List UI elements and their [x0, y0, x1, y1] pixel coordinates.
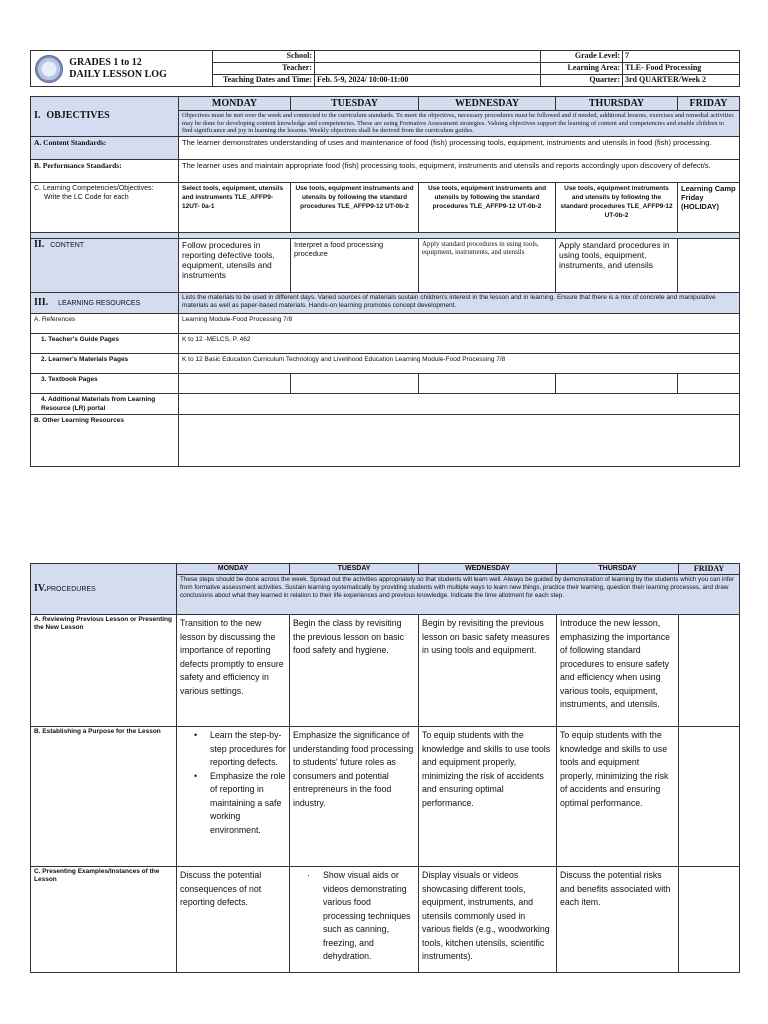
additional-materials-label: 4. Additional Materials from Learning Resource (LR) portal	[31, 393, 179, 414]
review-thursday: Introduce the new lesson, emphasizing the importance of following standard procedures to ensure safety and efficiency when using various tools, equipment, instruments, and utensils.	[557, 615, 679, 727]
teachers-guide-label: 1. Teacher's Guide Pages	[31, 333, 179, 353]
references-label: A. References	[31, 313, 179, 333]
content-tuesday: Interpret a food processing procedure	[291, 238, 419, 292]
purpose-thursday: To equip students with the knowledge and skills to use tools and equipment properly, minimizing the risk of accidents and ensuring optimal performance.	[557, 727, 679, 867]
purpose-tuesday: Emphasize the significance of understanding food processing to students' future roles as consumers and potential entrepreneurs in the food industry.	[290, 727, 419, 867]
content-title: CONTENT	[50, 241, 85, 249]
examples-friday	[679, 867, 740, 973]
competencies-label: C. Learning Competencies/Objectives:	[34, 184, 154, 192]
additional-materials-value	[179, 393, 740, 414]
textbook-wednesday	[419, 373, 556, 393]
textbook-thursday	[556, 373, 678, 393]
references-value: Learning Module-Food Processing 7/8	[179, 313, 740, 333]
day-thursday: THURSDAY	[556, 97, 678, 111]
competency-monday: Select tools, equipment, utensils and instruments TLE_AFFP9-12UT- 0a-1	[179, 182, 291, 232]
school-value[interactable]	[315, 51, 541, 63]
day-friday: FRIDAY	[678, 97, 740, 111]
review-lesson-label: A. Reviewing Previous Lesson or Presenting the New Lesson	[31, 615, 177, 727]
lesson-log-table	[30, 96, 740, 467]
examples-tuesday-list	[293, 869, 415, 964]
learners-materials-value: K to 12 Basic Education Curriculum Technology and Livelihood Education Learning Module-Food Processing 7/8	[179, 353, 740, 373]
performance-standards-text: The learner uses and maintain appropriate food (fish) processing tools, equipment, instruments and utensils and reports accordingly upon discovery of defect/s.	[179, 159, 740, 182]
examples-tuesday	[290, 867, 419, 973]
other-resources-value	[179, 414, 740, 466]
grade-label: Grade Level:	[541, 51, 623, 63]
content-monday: Follow procedures in reporting defective tools, equipment, utensils and instruments	[179, 238, 291, 292]
objectives-note: Objectives must be met over the week and connected to the curriculum standards. To meet the objectives, necessary procedures must be followed and if needed, additional lessons, exercises and remedial activities may be done for developing content knowledge and competencies. These are using Formative Assessment strategies. Valuing objectives support the learning of content and competencies and enable children to find significance and joy in learning the lessons. Weekly objectives shall be derived from the curriculum guides.	[179, 111, 740, 137]
resources-note: Lists the materials to be used in different days. Varied sources of materials sustain children's interest in the lesson and in learning. Ensure that there is a mix of concrete and manipulative materials as well as paper-based materials. Hands-on learning promotes concept development.	[179, 292, 740, 313]
competency-thursday: Use tools, equipment instruments and utensils by following the standard procedures TLE_AFFP9-12 UT-0b-2	[556, 182, 678, 232]
competency-friday: Learning Camp Friday (HOLIDAY)	[678, 182, 740, 232]
textbook-friday	[678, 373, 740, 393]
resources-title: LEARNING RESOURCES	[58, 299, 141, 307]
review-tuesday: Begin the class by revisiting the previous lesson on basic food safety and hygiene.	[290, 615, 419, 727]
dates-value[interactable]: Feb. 5-9, 2024/ 10:00-11:00	[315, 75, 541, 87]
purpose-friday	[679, 727, 740, 867]
purpose-monday-list	[180, 729, 286, 837]
competency-wednesday: Use tools, equipment instruments and utensils by following the standard procedures TLE_AFFP9-12 UT-0b-2	[419, 182, 556, 232]
school-label: School:	[213, 51, 315, 63]
purpose-label: B. Establishing a Purpose for the Lesson	[31, 727, 177, 867]
purpose-monday	[177, 727, 290, 867]
logo-line-2: DAILY LESSON LOG	[69, 68, 167, 80]
content-wednesday: Apply standard procedures in using tools, equipment, instruments, and utensils	[419, 238, 556, 292]
proc-day-friday: FRIDAY	[679, 564, 740, 575]
objectives-title: OBJECTIVES	[46, 110, 110, 122]
content-num: II.	[34, 238, 45, 250]
resources-num: III.	[34, 296, 49, 308]
review-monday: Transition to the new lesson by discussing the importance of reporting defects promptly to ensure safety and efficiency in various settings.	[177, 615, 290, 727]
day-tuesday: TUESDAY	[291, 97, 419, 111]
performance-standards-label: B. Performance Standards:	[31, 159, 179, 182]
competency-tuesday: Use tools, equipment instruments and utensils by following the standard procedures TLE_AFFP9-12 UT-0b-2	[291, 182, 419, 232]
examples-monday: Discuss the potential consequences of not reporting defects.	[177, 867, 290, 973]
content-thursday: Apply standard procedures in using tools, equipment, instruments, and utensils	[556, 238, 678, 292]
examples-tuesday-item-1: · Show visual aids or videos demonstrating various food processing techniques such as canning, freezing, and dehydration.	[307, 869, 415, 964]
other-resources-label: B. Other Learning Resources	[31, 414, 179, 466]
content-standards-text: The learner demonstrates understanding of uses and maintenance of food (fish) processing tools, equipment, instruments and utensils in food (fish) processing.	[179, 136, 740, 159]
learners-materials-label: 2. Learner's Materials Pages	[31, 353, 179, 373]
examples-thursday: Discuss the potential risks and benefits associated with each item.	[557, 867, 679, 973]
purpose-wednesday: To equip students with the knowledge and skills to use tools and equipment properly, minimizing the risk of accidents and ensuring optimal performance.	[419, 727, 557, 867]
purpose-monday-item-2: • Emphasize the role of reporting in maintaining a safe working environment.	[194, 770, 286, 838]
competencies-label-cell	[31, 182, 179, 232]
teachers-guide-value: K to 12 -MELCS, P. 462	[179, 333, 740, 353]
textbook-label: 3. Textbook Pages	[31, 373, 179, 393]
resources-heading	[31, 292, 179, 313]
examples-label: C. Presenting Examples/Instances of the Lesson	[31, 867, 177, 973]
review-friday	[679, 615, 740, 727]
proc-day-wednesday: WEDNESDAY	[419, 564, 557, 575]
grade-value[interactable]: 7	[623, 51, 740, 63]
area-label: Learning Area:	[541, 63, 623, 75]
objectives-num: I.	[34, 110, 41, 122]
area-value[interactable]: TLE- Food Processing	[623, 63, 740, 75]
header-table	[30, 50, 740, 87]
content-standards-label: A. Content Standards:	[31, 136, 179, 159]
content-friday	[678, 238, 740, 292]
procedures-note: These steps should be done across the week. Spread out the activities appropriately so that students will learn well. Always be guided by demonstration of learning by the students which you can infer from formative assessment activities. Sustain learning systematically by providing students with multiple ways to learn new things, practice their learning, question their learning processes, and draw conclusions about what they learned in relation to their life experiences and previous knowledge. Indicate the time allotment for each step.	[177, 575, 740, 615]
logo-cell	[31, 51, 213, 87]
textbook-tuesday	[291, 373, 419, 393]
objectives-heading	[31, 97, 179, 137]
procedures-num: IV.	[34, 582, 47, 594]
competencies-sub: Write the LC Code for each	[44, 193, 129, 201]
dates-label: Teaching Dates and Time:	[213, 75, 315, 87]
proc-day-thursday: THURSDAY	[557, 564, 679, 575]
proc-day-tuesday: TUESDAY	[290, 564, 419, 575]
deped-seal-icon	[35, 55, 63, 83]
procedures-heading	[31, 564, 177, 615]
day-monday: MONDAY	[179, 97, 291, 111]
content-heading	[31, 238, 179, 292]
quarter-value[interactable]: 3rd QUARTER/Week 2	[623, 75, 740, 87]
purpose-monday-item-1: • Learn the step-by-step procedures for reporting defects.	[194, 729, 286, 770]
logo-text	[69, 57, 167, 81]
textbook-monday	[179, 373, 291, 393]
proc-day-monday: MONDAY	[177, 564, 290, 575]
quarter-label: Quarter:	[541, 75, 623, 87]
logo-line-1: GRADES 1 to 12	[69, 56, 142, 68]
teacher-value[interactable]	[315, 63, 541, 75]
procedures-title: PROCEDURES	[46, 585, 96, 593]
review-wednesday: Begin by revisiting the previous lesson on basic safety measures in using tools and equipment.	[419, 615, 557, 727]
day-wednesday: WEDNESDAY	[419, 97, 556, 111]
examples-wednesday: Display visuals or videos showcasing different tools, equipment, instruments, and utensils commonly used in various fields (e.g., woodworking tools, kitchen utensils, scientific instruments).	[419, 867, 557, 973]
teacher-label: Teacher:	[213, 63, 315, 75]
procedures-table	[30, 563, 740, 973]
